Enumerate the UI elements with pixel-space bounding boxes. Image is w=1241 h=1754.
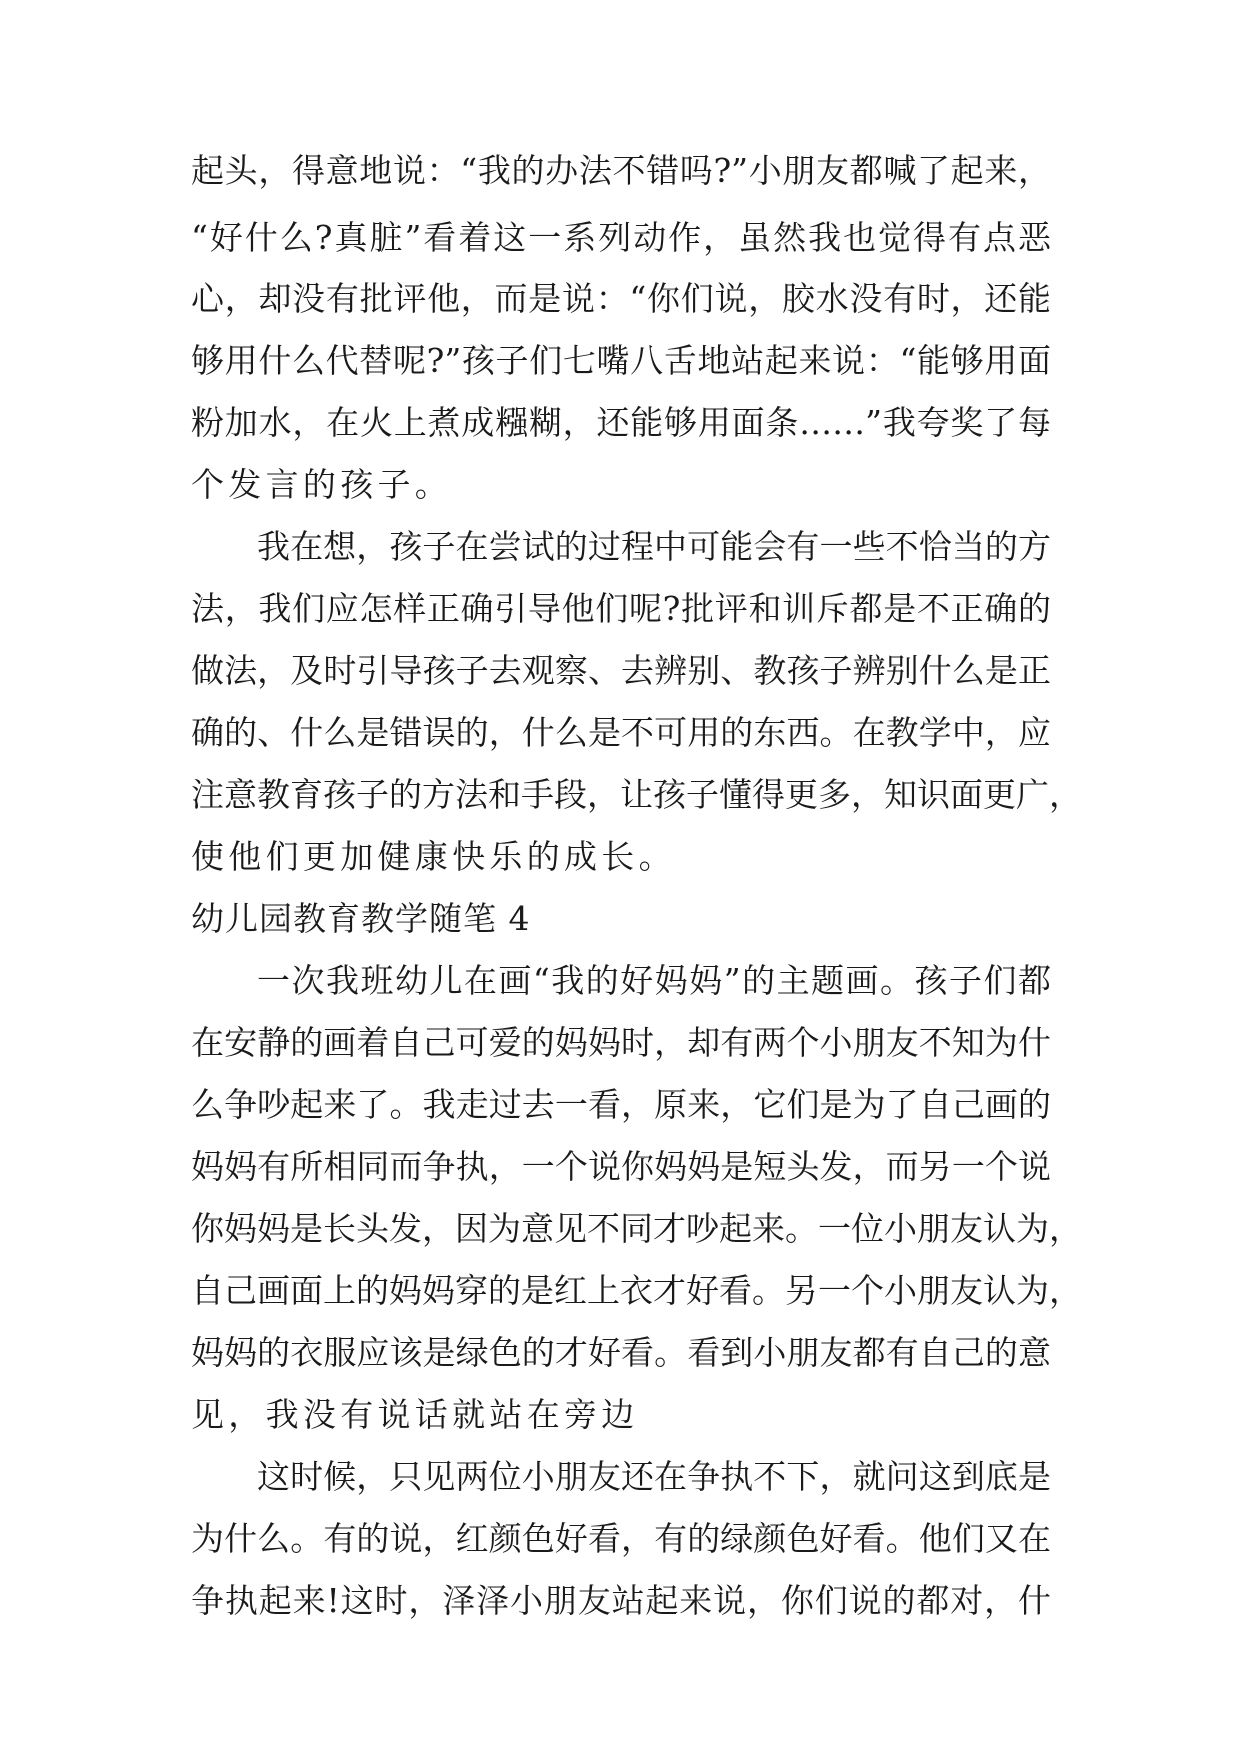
text-line: 争执起来!这时，泽泽小朋友站起来说，你们说的都对，什 bbox=[191, 1581, 1051, 1620]
text-line: 妈妈的衣服应该是绿色的才好看。看到小朋友都有自己的意 bbox=[191, 1333, 1051, 1372]
text-line: 注意教育孩子的方法和手段，让孩子懂得更多，知识面更广， bbox=[191, 775, 1082, 814]
paragraph-first-line: 我在想，孩子在尝试的过程中可能会有一些不恰当的方 bbox=[257, 527, 1051, 566]
text-line: 做法，及时引导孩子去观察、去辨别、教孩子辨别什么是正 bbox=[191, 651, 1051, 690]
text-line: 使他们更加健康快乐的成长。 bbox=[191, 837, 676, 876]
text-line: 自己画面上的妈妈穿的是红上衣才好看。另一个小朋友认为， bbox=[191, 1271, 1082, 1310]
text-line: 确的、什么是错误的，什么是不可用的东西。在教学中，应 bbox=[191, 713, 1051, 752]
text-line: 你妈妈是长头发，因为意见不同才吵起来。一位小朋友认为， bbox=[191, 1209, 1082, 1248]
text-line: 起头，得意地说：“我的办法不错吗?”小朋友都喊了起来， bbox=[191, 151, 1051, 190]
text-line: 法，我们应怎样正确引导他们呢?批评和训斥都是不正确的 bbox=[191, 589, 1051, 628]
text-line: 在安静的画着自己可爱的妈妈时，却有两个小朋友不知为什 bbox=[191, 1023, 1051, 1062]
text-line: 心，却没有批评他，而是说：“你们说，胶水没有时，还能 bbox=[191, 279, 1051, 318]
text-line: 见，我没有说话就站在旁边 bbox=[191, 1395, 639, 1434]
text-line: 粉加水，在火上煮成糨糊，还能够用面条……”我夸奖了每 bbox=[191, 403, 1051, 442]
text-line: 妈妈有所相同而争执，一个说你妈妈是短头发，而另一个说 bbox=[191, 1147, 1051, 1186]
section-heading: 幼儿园教育教学随笔 4 bbox=[191, 899, 531, 938]
text-line: 够用什么代替呢?”孩子们七嘴八舌地站起来说：“能够用面 bbox=[191, 341, 1051, 380]
paragraph-first-line: 一次我班幼儿在画“我的好妈妈”的主题画。孩子们都 bbox=[257, 961, 1051, 1000]
text-line: 个发言的孩子。 bbox=[191, 465, 453, 504]
paragraph-first-line: 这时候，只见两位小朋友还在争执不下，就问这到底是 bbox=[257, 1457, 1051, 1496]
text-line: 么争吵起来了。我走过去一看，原来，它们是为了自己画的 bbox=[191, 1085, 1051, 1124]
text-line: 为什么。有的说，红颜色好看，有的绿颜色好看。他们又在 bbox=[191, 1519, 1051, 1558]
text-line: “好什么?真脏”看着这一系列动作，虽然我也觉得有点恶 bbox=[191, 218, 1051, 257]
